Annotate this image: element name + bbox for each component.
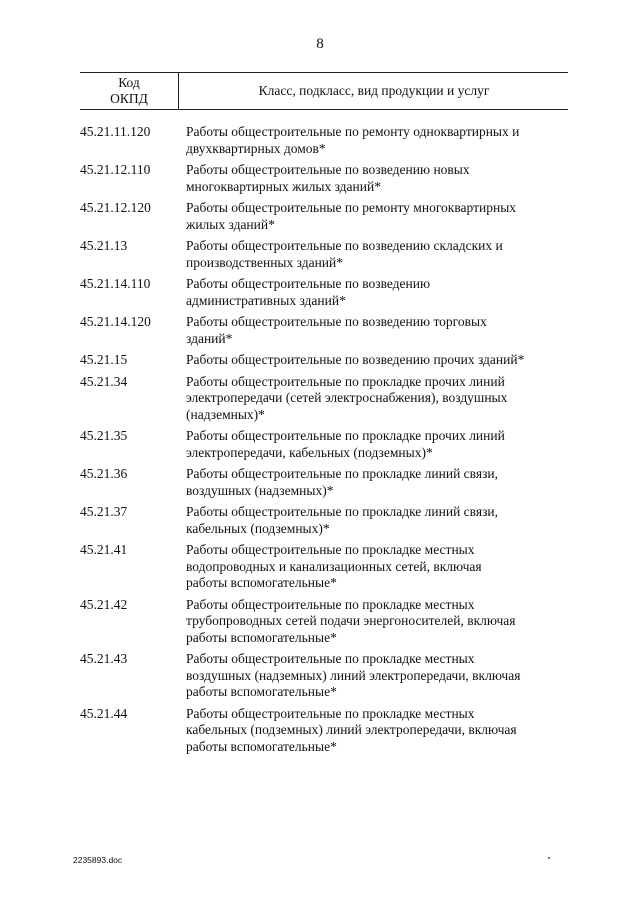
table-row [80, 276, 568, 309]
row-description [186, 597, 568, 647]
description-line: Работы общестроительные по прокладке прочих линий [186, 373, 505, 389]
okpd-code: 45.21.14.120 [80, 314, 151, 329]
description-line: воздушных (надземных)* [186, 482, 334, 498]
row-description [186, 200, 568, 233]
okpd-code: 45.21.12.120 [80, 200, 151, 215]
row-description [186, 314, 568, 347]
okpd-code: 45.21.11.120 [80, 124, 151, 139]
table-row [80, 374, 568, 424]
description-line: электропередачи (сетей электроснабжения), воздушных [186, 390, 508, 405]
description-line: кабельных (подземных)* [186, 520, 330, 536]
table-row [80, 504, 568, 537]
footer-filename: 2235893.doc [73, 855, 123, 865]
footer-mark [548, 857, 550, 859]
description-line: Работы общестроительные по возведению прочих зданий* [186, 352, 525, 367]
okpd-code: 45.21.42 [80, 596, 128, 612]
classification-table-body [80, 124, 568, 760]
okpd-code: 45.21.36 [80, 466, 128, 481]
page-number: 8 [316, 36, 324, 52]
description-line: Работы общестроительные по прокладке местных [186, 542, 475, 557]
description-line: зданий* [186, 330, 233, 346]
description-line: Работы общестроительные по ремонту одноквартирных и [186, 124, 520, 139]
table-row [80, 352, 568, 369]
header-code-line2: ОКПД [110, 91, 148, 106]
row-description [186, 124, 568, 157]
row-description [186, 706, 568, 756]
description-line: работы вспомогательные* [186, 738, 337, 754]
okpd-code: 45.21.35 [80, 428, 128, 443]
description-line: производственных зданий* [186, 254, 343, 270]
okpd-code: 45.21.44 [80, 705, 128, 721]
description-line: Работы общестроительные по прокладке местных [186, 705, 475, 721]
okpd-code: 45.21.37 [80, 504, 128, 519]
description-line: кабельных (подземных) линий электропередачи, включая [186, 722, 517, 737]
row-description [186, 352, 568, 369]
okpd-code: 45.21.43 [80, 651, 128, 666]
description-line: Работы общестроительные по прокладке линий связи, [186, 504, 499, 519]
description-line: работы вспомогательные* [186, 629, 337, 645]
description-line: Работы общестроительные по прокладке линий связи, [186, 466, 499, 481]
okpd-code: 45.21.13 [80, 238, 128, 253]
row-description [186, 466, 568, 499]
header-description-column: Класс, подкласс, вид продукции и услуг [258, 83, 490, 98]
row-description [186, 162, 568, 195]
table-row [80, 314, 568, 347]
table-row [80, 597, 568, 647]
description-line: Работы общестроительные по прокладке местных [186, 596, 475, 612]
description-line: Работы общестроительные по возведению [186, 276, 431, 291]
description-line: воздушных (надземных) линий электропередачи, включая [186, 667, 521, 683]
table-row [80, 651, 568, 701]
description-line: водопроводных и канализационных сетей, включая [186, 558, 482, 574]
description-line: электропередачи, кабельных (подземных)* [186, 444, 433, 460]
row-description [186, 276, 568, 309]
row-description [186, 374, 568, 424]
row-description [186, 651, 568, 701]
description-line: Работы общестроительные по прокладке прочих линий [186, 428, 505, 443]
table-row [80, 124, 568, 157]
description-line: Работы общестроительные по возведению новых [186, 162, 470, 177]
table-row [80, 542, 568, 592]
okpd-code: 45.21.15 [80, 352, 128, 367]
table-header [80, 72, 568, 110]
description-line: Работы общестроительные по возведению торговых [186, 314, 487, 329]
row-description [186, 428, 568, 461]
description-line: (надземных)* [186, 406, 265, 422]
okpd-code: 45.21.41 [80, 542, 128, 557]
row-description [186, 238, 568, 271]
okpd-code: 45.21.14.110 [80, 276, 151, 291]
table-row [80, 706, 568, 756]
okpd-code: 45.21.34 [80, 373, 128, 389]
description-line: жилых зданий* [186, 216, 275, 232]
row-description [186, 542, 568, 592]
description-line: двухквартирных домов* [186, 140, 326, 156]
description-line: Работы общестроительные по возведению складских и [186, 238, 503, 253]
table-row [80, 238, 568, 271]
description-line: многоквартирных жилых зданий* [186, 178, 381, 194]
table-row [80, 428, 568, 461]
table-row [80, 162, 568, 195]
description-line: административных зданий* [186, 292, 346, 308]
description-line: работы вспомогательные* [186, 575, 337, 590]
row-description [186, 504, 568, 537]
table-row [80, 200, 568, 233]
okpd-code: 45.21.12.110 [80, 162, 151, 177]
table-row [80, 466, 568, 499]
description-line: Работы общестроительные по ремонту многоквартирных [186, 200, 517, 215]
header-code-column [80, 73, 179, 109]
description-line: Работы общестроительные по прокладке местных [186, 651, 475, 666]
description-line: работы вспомогательные* [186, 684, 337, 699]
description-line: трубопроводных сетей подачи энергоносителей, включая [186, 613, 516, 628]
header-code-line1: Код [118, 75, 140, 90]
